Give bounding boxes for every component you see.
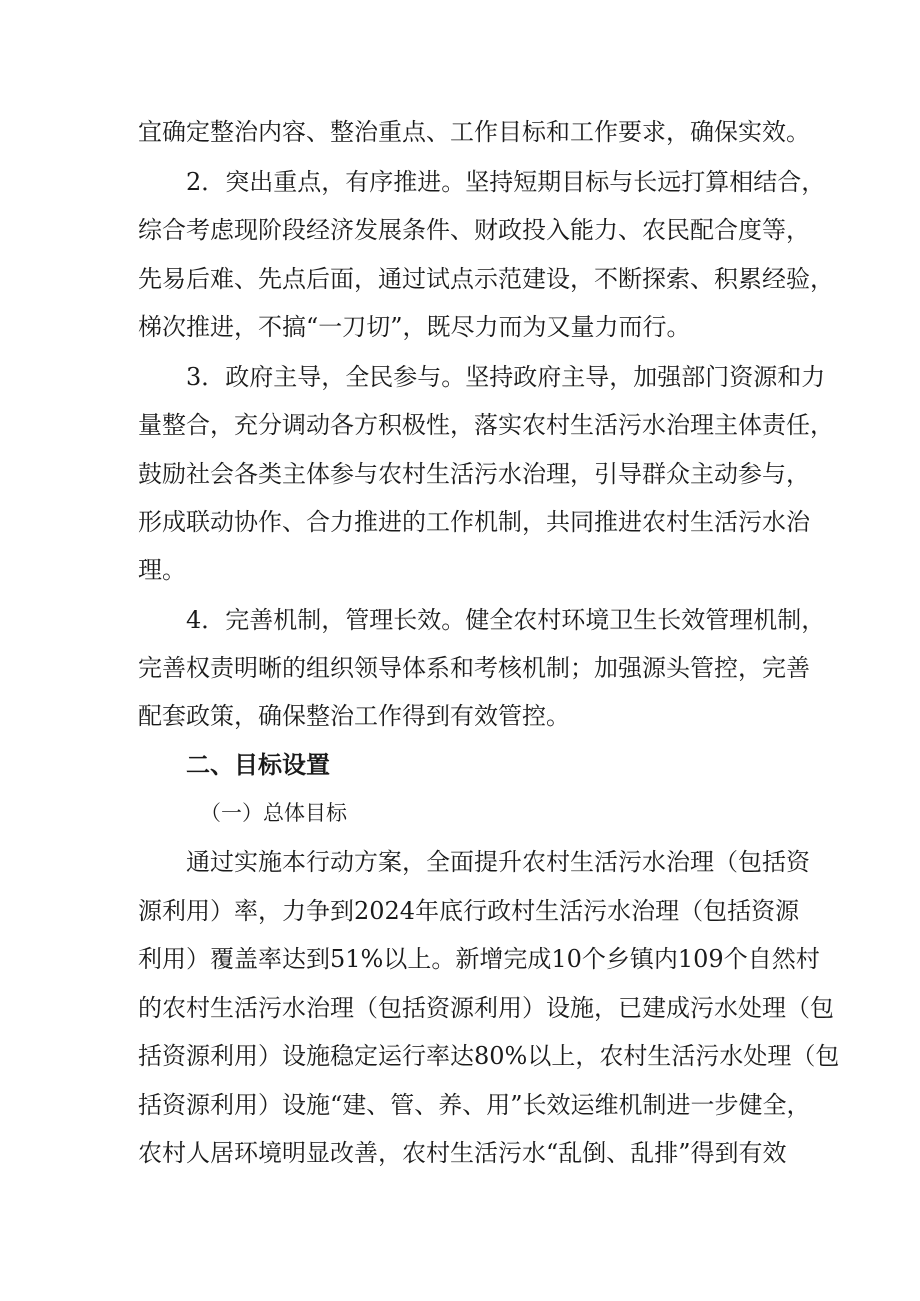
paragraph-line: 通过实施本行动方案，全面提升农村生活污水治理（包括资: [186, 848, 810, 876]
section-heading: 二、目标设置: [186, 751, 330, 779]
paragraph-line: 配套政策，确保整治工作得到有效管控。: [138, 702, 570, 730]
paragraph-line: 理。: [138, 556, 186, 584]
paragraph-line: 宜确定整治内容、整治重点、工作目标和工作要求，确保实效。: [138, 118, 810, 146]
paragraph-line: 的农村生活污水治理（包括资源利用）设施，已建成污水处理（包: [138, 994, 834, 1022]
paragraph-line: 源利用）率，力争到2024年底行政村生活污水治理（包括资源: [138, 897, 800, 925]
paragraph-line: 形成联动协作、合力推进的工作机制，共同推进农村生活污水治: [138, 508, 810, 536]
paragraph-line: 2．突出重点，有序推进。坚持短期目标与长远打算相结合，: [186, 168, 826, 196]
paragraph-line: 农村人居环境明显改善，农村生活污水“乱倒、乱排”得到有效: [138, 1139, 787, 1167]
paragraph-line: 4．完善机制，管理长效。健全农村环境卫生长效管理机制，: [186, 606, 826, 634]
paragraph-line: 综合考虑现阶段经济发展条件、财政投入能力、农民配合度等，: [138, 216, 810, 244]
subsection-heading: （一）总体目标: [200, 801, 347, 825]
paragraph-line: 梯次推进，不搞“一刀切”，既尽力而为又量力而行。: [138, 313, 691, 341]
paragraph-line: 完善权责明晰的组织领导体系和考核机制；加强源头管控，完善: [138, 654, 810, 682]
paragraph-line: 鼓励社会各类主体参与农村生活污水治理，引导群众主动参与，: [138, 460, 810, 488]
paragraph-line: 量整合，充分调动各方积极性，落实农村生活污水治理主体责任，: [138, 411, 834, 439]
paragraph-line: 先易后难、先点后面，通过试点示范建设，不断探索、积累经验，: [138, 265, 834, 293]
paragraph-line: 括资源利用）设施“建、管、养、用”长效运维机制进一步健全，: [138, 1091, 811, 1119]
paragraph-line: 3．政府主导，全民参与。坚持政府主导，加强部门资源和力: [186, 363, 826, 391]
paragraph-line: 利用）覆盖率达到51%以上。新增完成10个乡镇内109个自然村: [138, 945, 820, 973]
paragraph-line: 括资源利用）设施稳定运行率达80%以上，农村生活污水处理（包: [138, 1042, 840, 1070]
